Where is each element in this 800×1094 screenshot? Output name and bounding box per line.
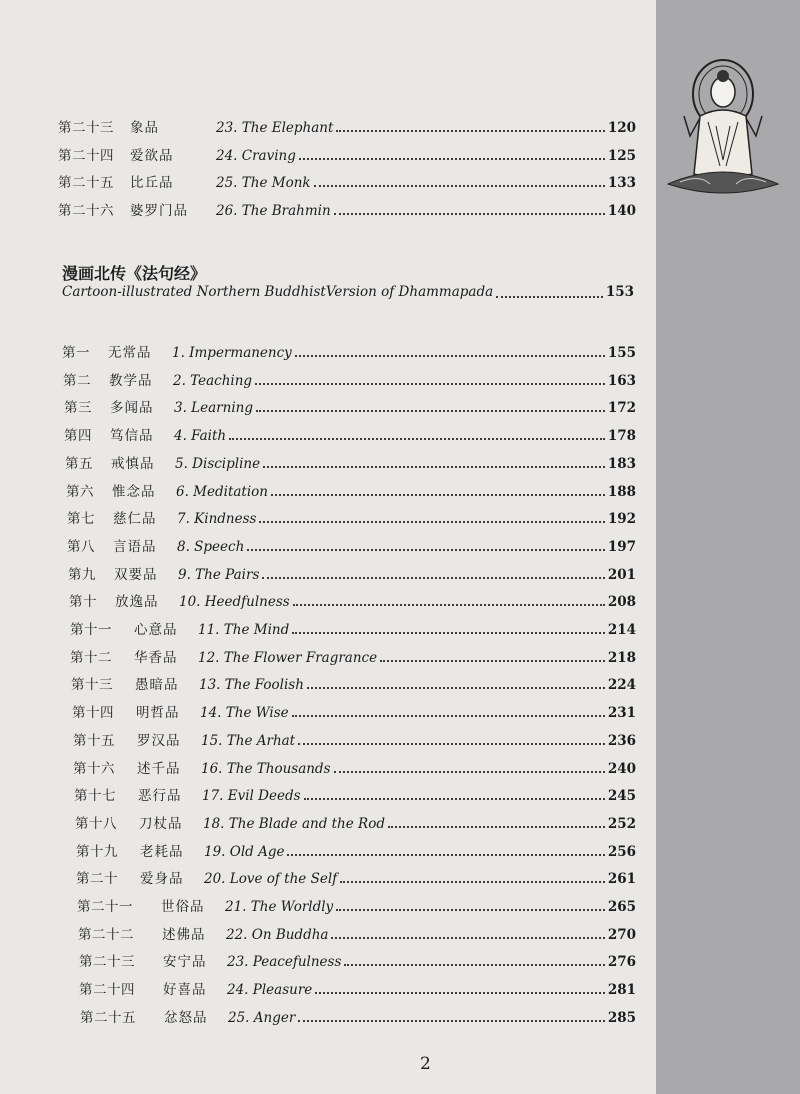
dot-leader	[331, 936, 604, 939]
chapter-number: 第二十四	[58, 147, 114, 164]
page-number-ref: 188	[607, 483, 636, 500]
section-subtitle-entry[interactable]	[62, 284, 634, 306]
chapter-title-chinese: 言语品	[113, 538, 157, 555]
dot-leader	[304, 797, 605, 800]
chapter-number: 第二十四	[79, 982, 135, 999]
page-number-ref: 192	[607, 511, 636, 528]
toc-entry[interactable]	[76, 867, 636, 891]
toc-entry[interactable]	[65, 452, 636, 476]
chapter-number: 第三	[64, 400, 92, 417]
toc-entry[interactable]	[58, 116, 636, 140]
chapter-title-english: 10. Heedfulness	[179, 594, 290, 611]
dot-leader	[298, 742, 605, 745]
dot-leader	[340, 880, 605, 883]
chapter-title-english: 22. On Buddha	[226, 926, 329, 943]
page-number-ref: 252	[607, 815, 636, 832]
toc-entry[interactable]	[64, 396, 636, 420]
page-number-ref: 231	[607, 705, 636, 722]
chapter-title-chinese: 笃信品	[110, 428, 154, 445]
chapter-title-chinese: 无常品	[108, 345, 152, 361]
toc-entry[interactable]	[67, 507, 636, 531]
chapter-title-chinese: 慈仁品	[113, 511, 157, 528]
chapter-title-english: 24. Pleasure	[227, 982, 313, 999]
section-subtitle: Cartoon-illustrated Northern BuddhistVersion of Dhammapada	[62, 284, 494, 300]
page-number-ref: 236	[607, 732, 636, 749]
chapter-title-english: 25. Anger	[228, 1009, 296, 1026]
page-number-ref: 201	[607, 566, 636, 583]
chapter-number: 第二十六	[58, 202, 114, 219]
chapter-number: 第十七	[74, 788, 116, 805]
page-number-ref: 256	[607, 843, 636, 860]
chapter-title-english: 25. The Monk	[216, 175, 311, 191]
chapter-title-english: 1. Impermanency	[172, 345, 292, 361]
chapter-title-chinese: 刀杖品	[139, 815, 183, 832]
chapter-number: 第十八	[75, 815, 117, 832]
page-number-ref: 270	[607, 926, 636, 943]
dot-leader	[255, 382, 605, 385]
chapter-title-chinese: 述佛品	[162, 926, 206, 943]
chapter-title-english: 3. Learning	[174, 400, 253, 417]
chapter-title-chinese: 戒慎品	[111, 455, 155, 472]
toc-entry[interactable]	[79, 978, 636, 1002]
toc-entry[interactable]	[63, 369, 636, 393]
chapter-title-english: 5. Discipline	[175, 455, 261, 472]
dot-leader	[256, 409, 605, 412]
section-page-number: 153	[605, 284, 634, 300]
dot-leader	[388, 825, 605, 828]
toc-entry[interactable]	[58, 171, 636, 195]
page-number-ref: 240	[607, 760, 636, 777]
chapter-title-chinese: 明哲品	[136, 705, 180, 722]
toc-entry[interactable]	[79, 950, 636, 974]
toc-entry[interactable]	[71, 673, 636, 697]
dot-leader	[334, 770, 605, 773]
chapter-number: 第十九	[76, 843, 118, 860]
page-number-ref: 261	[607, 871, 636, 888]
toc-entry[interactable]	[70, 618, 636, 642]
toc-entry[interactable]	[69, 590, 636, 614]
chapter-title-english: 17. Evil Deeds	[202, 788, 301, 805]
chapter-number: 第二十五	[58, 175, 114, 191]
dot-leader	[298, 1019, 605, 1022]
chapter-title-english: 16. The Thousands	[201, 760, 331, 777]
toc-entry[interactable]	[72, 701, 636, 725]
chapter-number: 第二十五	[80, 1009, 136, 1026]
chapter-title-english: 6. Meditation	[176, 483, 268, 500]
chapter-title-chinese: 惟念品	[112, 483, 156, 500]
chapter-number: 第二十三	[79, 954, 135, 971]
toc-entry[interactable]	[73, 757, 636, 781]
page-number-ref: 178	[607, 428, 636, 445]
dot-leader	[295, 354, 605, 357]
page-number: 2	[420, 1054, 431, 1074]
chapter-title-chinese: 华香品	[134, 649, 178, 666]
chapter-number: 第十一	[70, 622, 112, 638]
dot-leader	[292, 631, 605, 634]
chapter-number: 第十	[69, 594, 97, 611]
page-number-ref: 245	[607, 788, 636, 805]
chapter-title-english: 7. Kindness	[177, 511, 257, 528]
chapter-title-chinese: 心意品	[134, 622, 178, 638]
chapter-number: 第六	[66, 483, 94, 500]
chapter-number: 第二	[63, 372, 91, 389]
chapter-number: 第二十三	[58, 120, 114, 136]
toc-entry[interactable]	[75, 812, 636, 836]
chapter-number: 第十六	[73, 760, 115, 777]
page-number-ref: 265	[607, 899, 636, 915]
chapter-number: 第八	[67, 538, 95, 555]
dot-leader	[344, 963, 604, 966]
chapter-title-chinese: 老耗品	[140, 843, 184, 860]
page-number-ref: 140	[607, 202, 636, 219]
page-number-ref: 224	[607, 677, 636, 694]
dot-leader	[336, 129, 604, 132]
dot-leader	[271, 493, 605, 496]
chapter-title-chinese: 象品	[130, 120, 159, 136]
toc-entry[interactable]	[62, 341, 636, 365]
chapter-title-english: 23. Peacefulness	[227, 954, 342, 971]
chapter-title-english: 2. Teaching	[173, 372, 253, 389]
toc-entry[interactable]	[68, 563, 636, 587]
page-number-ref: 125	[607, 147, 636, 164]
chapter-number: 第一	[62, 345, 90, 361]
dot-leader	[262, 576, 604, 579]
page-number-ref: 276	[607, 954, 636, 971]
chapter-title-english: 15. The Arhat	[201, 732, 296, 749]
chapter-number: 第十四	[72, 705, 114, 722]
chapter-title-english: 12. The Flower Fragrance	[198, 649, 378, 666]
chapter-title-english: 13. The Foolish	[199, 677, 304, 694]
page-number-ref: 183	[607, 455, 636, 472]
chapter-title-chinese: 罗汉品	[137, 732, 181, 749]
chapter-number: 第九	[68, 566, 96, 583]
toc-entry[interactable]	[70, 646, 636, 670]
toc-entry[interactable]	[67, 535, 636, 559]
chapter-title-chinese: 教学品	[109, 372, 153, 389]
chapter-number: 第十五	[73, 732, 115, 749]
chapter-title-chinese: 婆罗门品	[130, 202, 188, 219]
dot-leader	[307, 686, 605, 689]
chapter-title-english: 4. Faith	[174, 428, 227, 445]
chapter-title-chinese: 双要品	[114, 566, 158, 583]
chapter-title-chinese: 比丘品	[130, 175, 174, 191]
page-number-ref: 197	[607, 538, 636, 555]
dot-leader	[299, 157, 605, 160]
chapter-title-english: 24. Craving	[216, 147, 296, 164]
chapter-title-english: 26. The Brahmin	[216, 202, 331, 219]
toc-entry[interactable]	[77, 895, 636, 919]
page-number-ref: 133	[607, 175, 636, 191]
chapter-number: 第七	[67, 511, 95, 528]
chapter-title-chinese: 恶行品	[138, 788, 182, 805]
chapter-number: 第二十二	[78, 926, 134, 943]
page-number-ref: 285	[607, 1009, 636, 1026]
toc-entry[interactable]	[64, 424, 636, 448]
chapter-title-chinese: 安宁品	[163, 954, 207, 971]
page-number-ref: 218	[607, 649, 636, 666]
toc-entry[interactable]	[76, 840, 636, 864]
chapter-title-chinese: 放逸品	[115, 594, 159, 611]
chapter-title-chinese: 世俗品	[161, 899, 205, 915]
chapter-title-english: 23. The Elephant	[216, 120, 334, 136]
chapter-number: 第四	[64, 428, 92, 445]
chapter-title-chinese: 忿怒品	[164, 1009, 208, 1026]
page-number-ref: 155	[607, 345, 636, 361]
dot-leader	[380, 659, 605, 662]
chapter-number: 第十三	[71, 677, 113, 694]
chapter-title-chinese: 愚暗品	[135, 677, 179, 694]
chapter-number: 第二十一	[77, 899, 133, 915]
chapter-title-english: 21. The Worldly	[225, 899, 334, 915]
chapter-title-english: 20. Love of the Self	[204, 871, 338, 888]
dot-leader	[496, 295, 603, 298]
toc-entry[interactable]	[80, 1006, 636, 1030]
dot-leader	[293, 603, 605, 606]
chapter-number: 第二十	[76, 871, 118, 888]
chapter-title-english: 11. The Mind	[198, 622, 290, 638]
page-number-ref: 120	[607, 120, 636, 136]
dot-leader	[292, 714, 605, 717]
dot-leader	[315, 991, 605, 994]
page-number-ref: 172	[607, 400, 636, 417]
dot-leader	[287, 853, 604, 856]
chapter-number: 第五	[65, 455, 93, 472]
chapter-title-english: 14. The Wise	[200, 705, 289, 722]
chapter-title-chinese: 好喜品	[163, 982, 207, 999]
dot-leader	[229, 437, 605, 440]
page-number-ref: 208	[607, 594, 636, 611]
chapter-title-english: 8. Speech	[177, 538, 245, 555]
chapter-title-chinese: 述千品	[137, 760, 181, 777]
chapter-title-english: 19. Old Age	[204, 843, 285, 860]
toc-entry[interactable]	[58, 199, 636, 223]
page-number-ref: 214	[607, 622, 636, 638]
chapter-number: 第十二	[70, 649, 112, 666]
chapter-title-chinese: 爱欲品	[130, 147, 174, 164]
toc-entry[interactable]	[58, 144, 636, 168]
dot-leader	[247, 548, 605, 551]
toc-entry[interactable]	[73, 729, 636, 753]
chapter-title-english: 9. The Pairs	[178, 566, 260, 583]
page-number-ref: 281	[607, 982, 636, 999]
dot-leader	[314, 184, 605, 187]
page-number-ref: 163	[607, 372, 636, 389]
chapter-title-chinese: 爱身品	[140, 871, 184, 888]
dot-leader	[259, 520, 604, 523]
dot-leader	[263, 465, 605, 468]
section-heading: 漫画北传《法句经》	[62, 264, 207, 283]
chapter-title-chinese: 多闻品	[110, 400, 154, 417]
dot-leader	[334, 212, 605, 215]
seated-buddha-illustration	[660, 56, 786, 200]
toc-entry[interactable]	[74, 784, 636, 808]
toc-entry[interactable]	[78, 923, 636, 947]
chapter-title-english: 18. The Blade and the Rod	[203, 815, 385, 832]
toc-entry[interactable]	[66, 480, 636, 504]
dot-leader	[336, 908, 605, 911]
